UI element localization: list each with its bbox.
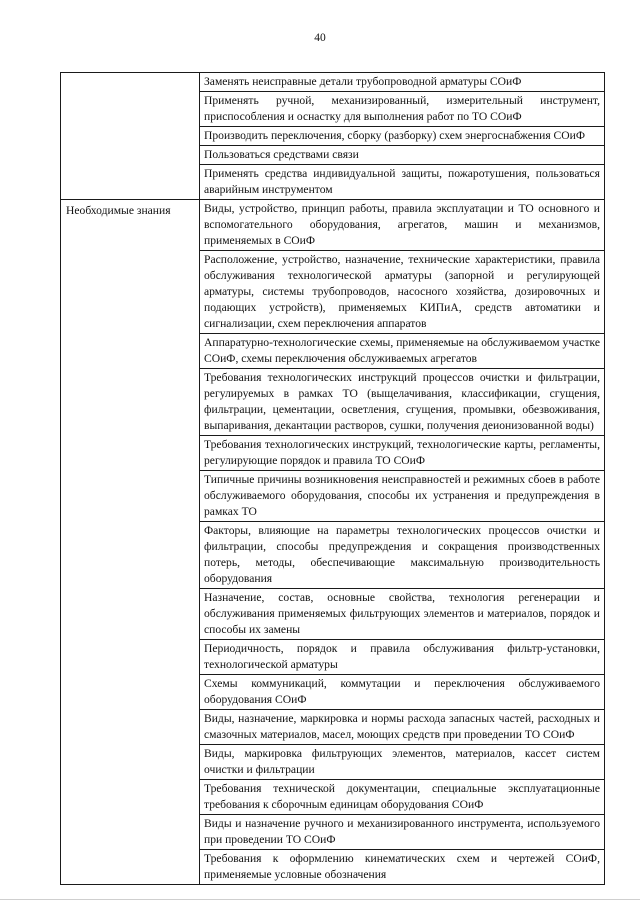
knowledge-item: Требования технической документации, специальные эксплуатационные требования к сборочным единицам оборудования СОиФ (200, 780, 605, 815)
skill-item: Применять средства индивидуальной защиты, пожаротушения, пользоваться аварийным инструментом (200, 165, 605, 200)
skill-item: Применять ручной, механизированный, измерительный инструмент, приспособления и оснастку для выполнения работ по ТО СОиФ (200, 92, 605, 127)
knowledge-item: Схемы коммуникаций, коммутации и переключения обслуживаемого оборудования СОиФ (200, 675, 605, 710)
knowledge-item: Факторы, влияющие на параметры технологических процессов очистки и фильтрации, способы предупреждения и сокращения производственных потерь, методы, обеспечивающие максимальную производительность оборудования (200, 522, 605, 589)
knowledge-item: Виды, назначение, маркировка и нормы расхода запасных частей, расходных и смазочных материалов, масел, моющих средств при проведении ТО СОиФ (200, 710, 605, 745)
knowledge-item: Требования к оформлению кинематических схем и чертежей СОиФ, применяемые условные обозначения (200, 850, 605, 885)
knowledge-section-label: Необходимые знания (61, 200, 200, 885)
page-number: 40 (314, 32, 326, 44)
table-row (61, 73, 605, 92)
scan-edge-line (0, 899, 640, 900)
knowledge-item: Требования технологических инструкций, технологические карты, регламенты, регулирующие порядок и правила ТО СОиФ (200, 436, 605, 471)
knowledge-item: Требования технологических инструкций процессов очистки и фильтрации, регулируемых в рамках ТО (выщелачивания, классификации, сгущения, фильтрации, цементации, осветления, сгущения, промывки, обезвоживания, выпаривания, декантации растворов, сушки, получения деионизованной воды) (200, 369, 605, 436)
knowledge-item: Виды, устройство, принцип работы, правила эксплуатации и ТО основного и вспомогательного оборудования, агрегатов, машин и механизмов, применяемых в СОиФ (200, 200, 605, 251)
knowledge-item: Типичные причины возникновения неисправностей и режимных сбоев в работе обслуживаемого оборудования, способы их устранения и предупреждения в рамках ТО (200, 471, 605, 522)
skill-item: Производить переключения, сборку (разборку) схем энергоснабжения СОиФ (200, 127, 605, 146)
competency-table (60, 72, 605, 885)
knowledge-item: Виды, маркировка фильтрующих элементов, материалов, кассет систем очистки и фильтрации (200, 745, 605, 780)
skill-item: Пользоваться средствами связи (200, 146, 605, 165)
skills-label-cell (61, 73, 200, 200)
knowledge-item: Назначение, состав, основные свойства, технология регенерации и обслуживания применяемых фильтрующих элементов и материалов, порядок и способы их замены (200, 589, 605, 640)
skill-item: Заменять неисправные детали трубопроводной арматуры СОиФ (200, 73, 605, 92)
knowledge-item: Периодичность, порядок и правила обслуживания фильтр-установки, технологической арматуры (200, 640, 605, 675)
table-row (61, 200, 605, 251)
knowledge-item: Виды и назначение ручного и механизированного инструмента, используемого при проведении ТО СОиФ (200, 815, 605, 850)
knowledge-item: Расположение, устройство, назначение, технические характеристики, правила обслуживания технологической арматуры (запорной и регулирующей арматуры, системы трубопроводов, насосного хозяйства, дозировочных и подающих устройств), применяемых КИПиА, средств автоматики и сигнализации, схем переключения аппаратов (200, 251, 605, 334)
knowledge-item: Аппаратурно-технологические схемы, применяемые на обслуживаемом участке СОиФ, схемы переключения обслуживаемых агрегатов (200, 334, 605, 369)
